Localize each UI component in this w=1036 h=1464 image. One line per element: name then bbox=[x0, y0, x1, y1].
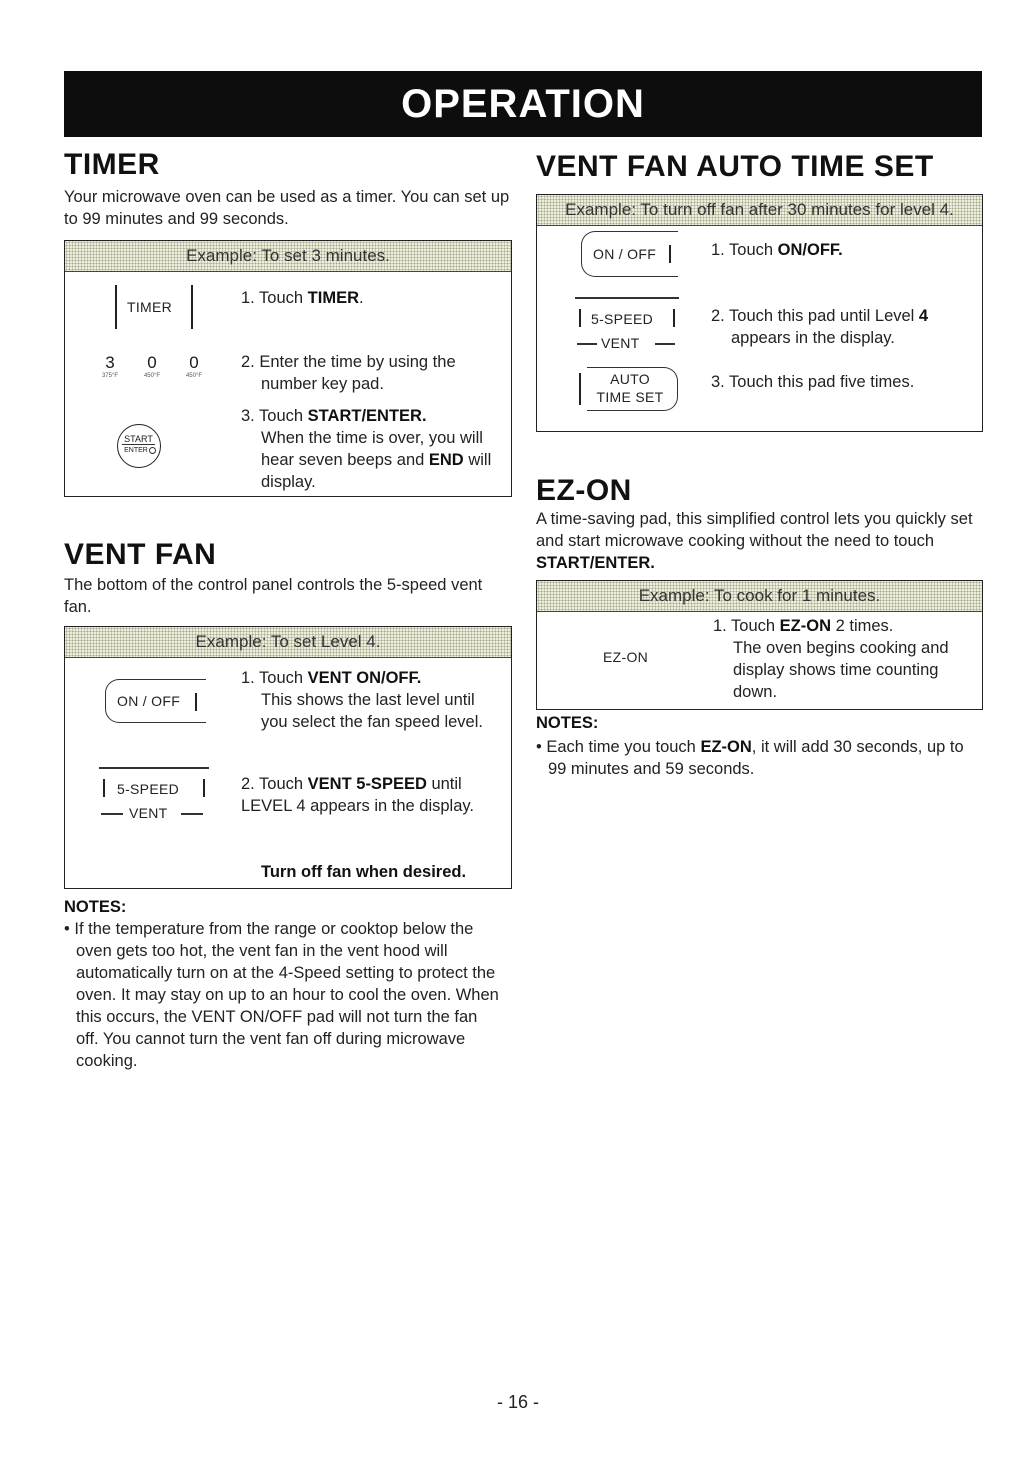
vent-speed-label: 5-SPEED bbox=[117, 781, 180, 797]
time-set-label: TIME SET bbox=[596, 389, 664, 405]
auto-time-example-box bbox=[536, 194, 983, 432]
vent-on-off-label: ON / OFF bbox=[117, 693, 181, 709]
timer-example-bar bbox=[65, 241, 511, 272]
ez-on-notes-heading: NOTES: bbox=[536, 714, 599, 732]
auto-speed-right-bar bbox=[673, 309, 675, 327]
number-key-0-second[interactable]: 0 450°F bbox=[185, 353, 203, 379]
vent-fan-example-bar bbox=[65, 627, 511, 658]
timer-pad[interactable] bbox=[115, 285, 193, 329]
auto-on-off-label: ON / OFF bbox=[593, 246, 657, 262]
start-enter-button[interactable] bbox=[117, 424, 161, 468]
page-number: - 16 - bbox=[496, 1392, 539, 1412]
auto-time-set-pad[interactable] bbox=[577, 367, 677, 411]
timer-step-3: 3. Touch START/ENTER. When the time is over, you will hear seven beeps and END will display. bbox=[241, 407, 492, 491]
auto-time-step-1: 1. Touch ON/OFF. bbox=[711, 241, 843, 259]
auto-time-example-title: Example: To turn off fan after 30 minutes for level 4. bbox=[565, 200, 954, 219]
number-key-0[interactable]: 0 450°F bbox=[143, 353, 161, 379]
timer-pad-right-bar bbox=[191, 285, 193, 329]
ez-on-example-bar bbox=[537, 581, 982, 612]
vent-fan-final-note: Turn off fan when desired. bbox=[261, 863, 467, 881]
vent-label: VENT bbox=[129, 805, 168, 821]
vent-speed-left-bar bbox=[103, 779, 105, 797]
vent-on-off-pad[interactable] bbox=[105, 679, 211, 723]
auto-time-heading: VENT FAN AUTO TIME SET bbox=[536, 150, 934, 183]
auto-speed-left-bar bbox=[579, 309, 581, 327]
enter-label: ENTER bbox=[124, 447, 148, 454]
auto-label: AUTO bbox=[610, 371, 650, 387]
number-key-3[interactable]: 3 375°F bbox=[101, 353, 119, 379]
auto-speed-label: 5-SPEED bbox=[591, 311, 654, 327]
timer-pad-label: TIMER bbox=[127, 299, 173, 315]
auto-vent-right-dash bbox=[655, 343, 675, 345]
start-label: START bbox=[122, 434, 155, 445]
enter-icon bbox=[149, 447, 156, 454]
timer-step-1: 1. Touch TIMER. bbox=[241, 289, 364, 307]
vent-right-dash bbox=[181, 813, 203, 815]
timer-intro: Your microwave oven can be used as a timer. You can set up to 99 minutes and 99 seconds. bbox=[64, 188, 510, 228]
auto-speed-top-line bbox=[575, 297, 679, 299]
vent-fan-notes-heading: NOTES: bbox=[64, 898, 127, 916]
vent-on-off-bar bbox=[195, 693, 197, 711]
ez-on-pad[interactable]: EZ-ON bbox=[603, 649, 649, 665]
ez-on-step-1: 1. Touch EZ-ON 2 times. The oven begins cooking and display shows time counting down. bbox=[713, 617, 949, 701]
ez-on-heading: EZ-ON bbox=[536, 474, 632, 507]
auto-on-off-pad[interactable] bbox=[581, 231, 681, 277]
auto-5-speed-pad[interactable] bbox=[575, 297, 679, 355]
banner-title: OPERATION bbox=[401, 81, 645, 126]
vent-5-speed-pad[interactable] bbox=[99, 767, 209, 825]
vent-fan-example-title: Example: To set Level 4. bbox=[195, 632, 381, 651]
auto-vent-left-dash bbox=[577, 343, 597, 345]
auto-time-step-2: 2. Touch this pad until Level 4 appears in the display. bbox=[711, 307, 929, 347]
auto-on-off-bar bbox=[669, 245, 671, 263]
auto-time-left-bar bbox=[579, 373, 581, 405]
operation-banner bbox=[64, 71, 982, 137]
timer-heading: TIMER bbox=[64, 148, 160, 181]
vent-fan-note: • If the temperature from the range or cooktop below the oven gets too hot, the vent fan in the vent hood will automatically turn on at the 4-Speed setting to protect the oven. It may stay on up to an hour to cool the oven. When this occurs, the VENT ON/OFF pad will not turn the fan off. You cannot turn the vent fan off during microwave cooking. bbox=[64, 920, 499, 1070]
vent-speed-right-bar bbox=[203, 779, 205, 797]
timer-example-box bbox=[64, 240, 512, 497]
ez-on-example-box bbox=[536, 580, 983, 710]
vent-fan-step-2: 2. Touch VENT 5-SPEED until LEVEL 4 appears in the display. bbox=[241, 775, 474, 815]
ez-on-intro: A time-saving pad, this simplified control lets you quickly set and start microwave cooking without the need to touch START/ENTER. bbox=[536, 510, 973, 572]
ez-on-note: • Each time you touch EZ-ON, it will add 30 seconds, up to 99 minutes and 59 seconds. bbox=[536, 738, 964, 778]
auto-time-example-bar bbox=[537, 195, 982, 226]
vent-fan-intro: The bottom of the control panel controls the 5-speed vent fan. bbox=[64, 576, 483, 616]
number-key-pad bbox=[95, 353, 215, 383]
vent-fan-heading: VENT FAN bbox=[64, 538, 217, 571]
auto-time-step-3: 3. Touch this pad five times. bbox=[711, 373, 915, 391]
auto-vent-label: VENT bbox=[601, 335, 640, 351]
timer-step-2: 2. Enter the time by using the number key pad. bbox=[241, 353, 456, 393]
vent-left-dash bbox=[101, 813, 123, 815]
timer-pad-left-bar bbox=[115, 285, 117, 329]
timer-example-title: Example: To set 3 minutes. bbox=[186, 246, 390, 265]
ez-on-example-title: Example: To cook for 1 minutes. bbox=[638, 586, 881, 605]
vent-fan-step-1: 1. Touch VENT ON/OFF. This shows the last level until you select the fan speed level. bbox=[241, 669, 483, 731]
vent-speed-top-line bbox=[99, 767, 209, 769]
vent-fan-example-box bbox=[64, 626, 512, 889]
